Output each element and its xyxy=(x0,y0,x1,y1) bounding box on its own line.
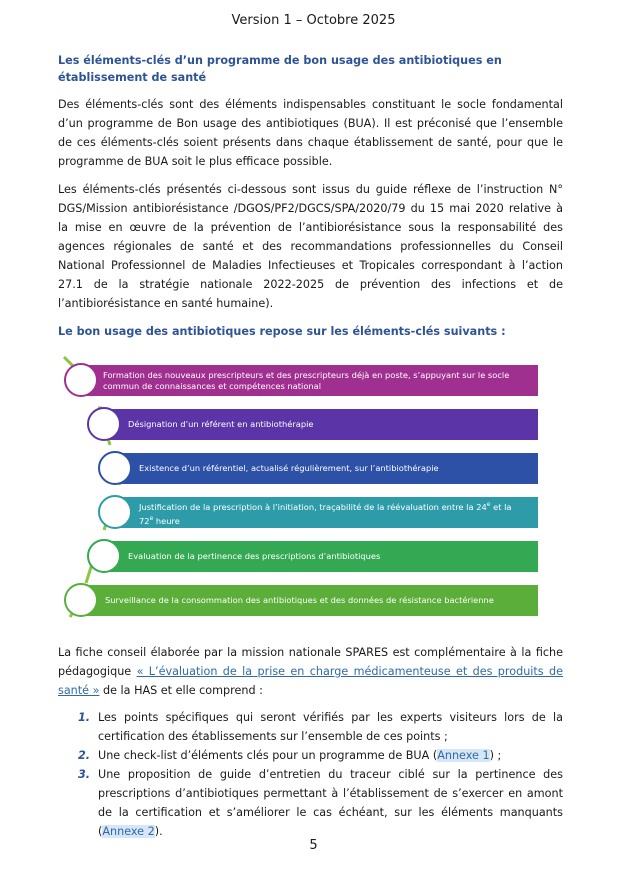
list-item: 1. Les points spécifiques qui seront vérifiés par les experts visiteurs lors de la certification des établissements sur l’ensemble de ces points ; xyxy=(78,711,563,743)
element-bar-3 xyxy=(115,453,538,484)
element-bar-6 xyxy=(83,585,538,616)
element-bar-1 xyxy=(83,365,538,396)
list-item: 2. Une check-list d’éléments clés pour un programme de BUA (Annexe 1) ; xyxy=(78,749,502,762)
element-text-2: Désignation d’un référent en antibiothérapie xyxy=(128,419,314,429)
page-header-version: Version 1 – Octobre 2025 xyxy=(231,13,396,28)
element-marker-6 xyxy=(64,583,98,617)
element-text-4: Justification de la prescription à l’initiation, traçabilité de la réévaluation entre la 24e et la 72e heure xyxy=(139,500,512,526)
paragraph-source: Les éléments-clés présentés ci-dessous sont issus du guide réflexe de l’instruction N° DGS/Mission antibiorésistance /DGOS/PF2/DGCS/SPA/2020/79 du 15 mai 2020 relative à la mise en œuvre de la prévention de l’antibiorésistance sous la responsabilité des agences régionales de santé et des recommandations professionnelles du Conseil National Professionnel de Maladies Infectieuses et Tropicales correspondant à l’action 27.1 de la stratégie nationale 2022-2025 de prévention des infections et de l’antibiorésistance en santé humaine). xyxy=(58,183,563,310)
element-bar-5 xyxy=(104,541,538,572)
element-marker-4 xyxy=(98,495,132,529)
section-intro xyxy=(58,52,563,340)
annex-1-link[interactable]: Annexe 1 xyxy=(437,749,490,762)
section-title-key-elements: Les éléments-clés d’un programme de bon usage des antibiotiques en établissement de santé xyxy=(58,54,502,84)
key-elements-diagram xyxy=(58,355,538,625)
element-marker-1 xyxy=(64,363,98,397)
element-text-6: Surveillance de la consommation des antibiotiques et des données de résistance bactérienne xyxy=(105,595,494,605)
annex-2-link[interactable]: Annexe 2 xyxy=(102,825,155,838)
element-marker-3 xyxy=(98,451,132,485)
section-fiche xyxy=(58,643,563,841)
paragraph-definition: Des éléments-clés sont des éléments indispensables constituant le socle fondamental d’un programme de Bon usage des antibiotiques (BUA). Il est préconisé que l’ensemble de ces éléments-clés soient présents dans chaque établissement de santé, pour que le programme de BUA soit le plus efficace possible. xyxy=(58,98,563,168)
element-text-5: Evaluation de la pertinence des prescriptions d’antibiotiques xyxy=(128,551,381,561)
section-title-good-use: Le bon usage des antibiotiques repose sur les éléments-clés suivants : xyxy=(58,325,506,338)
element-marker-2 xyxy=(87,407,121,441)
element-text-1: Formation des nouveaux prescripteurs et des prescripteurs déjà en poste, s’appuyant sur le socle commun de connaissances et compétences national xyxy=(103,369,510,391)
page-number: 5 xyxy=(309,838,318,853)
list-item: 3. Une proposition de guide d’entretien du traceur ciblé sur la pertinence des prescriptions d’antibiotiques permettant à l’établissement de s’exercer en amont de la certification et s’améliorer le cas échéant, sur les éléments manquants (Annexe 2). xyxy=(78,768,563,838)
paragraph-fiche-intro: La fiche conseil élaborée par la mission nationale SPARES est complémentaire à la fiche pédagogique « L’évaluation de la prise en charge médicamenteuse et des produits de santé » de la HAS et elle comprend : xyxy=(58,646,563,697)
element-bar-4 xyxy=(115,497,538,528)
link-has-fiche[interactable]: « L’évaluation de la prise en charge médicamenteuse et des produits de santé » xyxy=(58,665,563,697)
element-text-3: Existence d’un référentiel, actualisé régulièrement, sur l’antibiothérapie xyxy=(139,463,439,473)
element-bar-2 xyxy=(104,409,538,440)
element-marker-5 xyxy=(87,539,121,573)
fiche-contents-list xyxy=(58,708,563,841)
